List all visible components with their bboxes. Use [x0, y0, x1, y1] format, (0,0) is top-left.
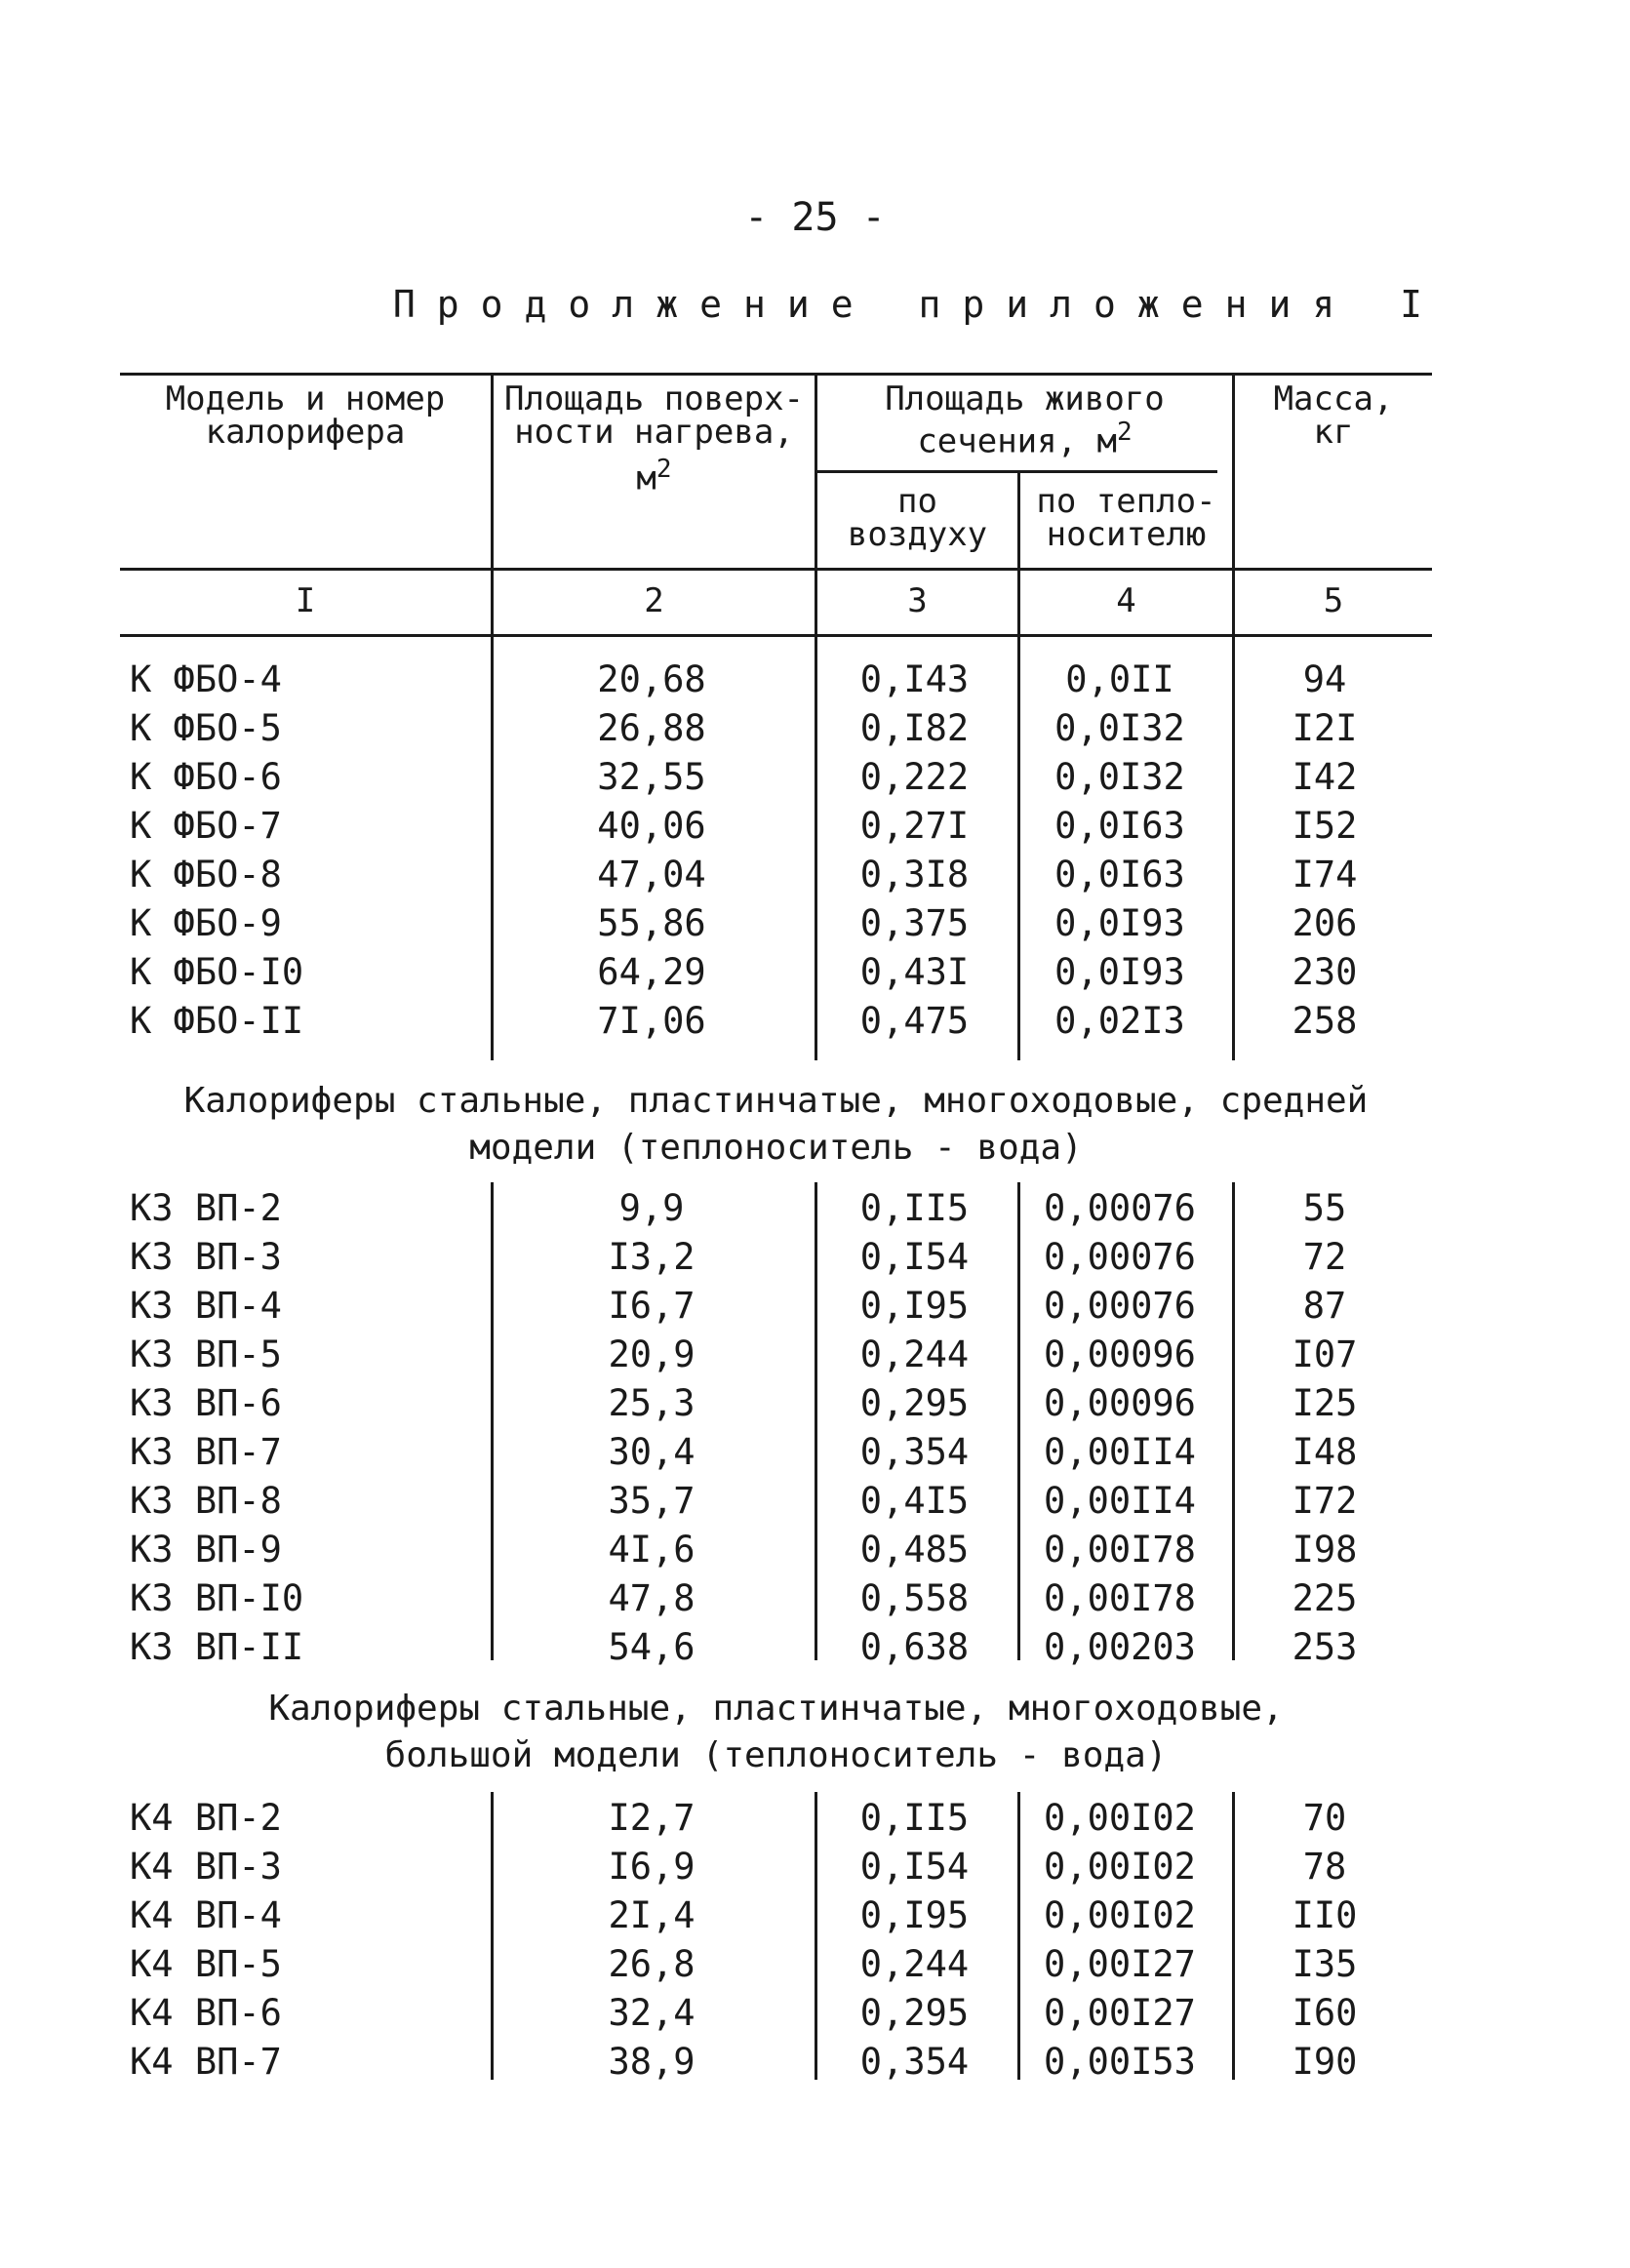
table-row	[120, 1477, 1432, 1526]
table-row	[120, 948, 1432, 997]
cell-coolant: 0,00I78	[1044, 1529, 1196, 1571]
header-section-coolant-line1: по тепло-	[1036, 482, 1216, 521]
cell-surface: 9,9	[618, 1187, 685, 1229]
table-row	[120, 656, 1432, 704]
cell-air: 0,II5	[859, 1187, 970, 1229]
cell-air: 0,244	[859, 1943, 970, 1985]
cell-mass: I42	[1292, 756, 1358, 798]
group2-title-line2: модели (теплоноситель - вода)	[469, 1128, 1083, 1168]
cell-mass: 87	[1302, 1285, 1347, 1327]
column-number-2: 2	[644, 581, 664, 620]
cell-model: К4 ВП-7	[130, 2041, 282, 2083]
column-number-rule	[120, 634, 1432, 637]
cell-model: К ФБО-6	[130, 756, 282, 798]
cell-surface: 64,29	[597, 951, 706, 993]
cell-model: К ФБО-5	[130, 707, 282, 749]
cell-air: 0,638	[859, 1626, 970, 1668]
header-surface-unit-exp: 2	[656, 455, 672, 484]
table-row	[120, 1843, 1432, 1891]
table-row	[120, 1794, 1432, 1843]
cell-coolant: 0,00076	[1044, 1187, 1196, 1229]
table-row	[120, 1891, 1432, 1940]
cell-mass: I98	[1292, 1529, 1358, 1571]
cell-surface: 7I,06	[597, 1000, 706, 1042]
cell-surface: 30,4	[608, 1431, 696, 1473]
table-row	[120, 753, 1432, 802]
header-surface-unit-base: м	[636, 458, 656, 498]
header-section-air-line1: по	[897, 482, 937, 521]
cell-coolant: 0,0I32	[1054, 707, 1185, 749]
cell-model: К3 ВП-8	[130, 1480, 282, 1522]
cell-coolant: 0,00076	[1044, 1236, 1196, 1278]
cell-surface: 47,04	[597, 854, 706, 895]
cell-coolant: 0,00096	[1044, 1382, 1196, 1424]
cell-air: 0,3I8	[859, 854, 970, 895]
cell-coolant: 0,0I93	[1054, 902, 1185, 944]
cell-air: 0,558	[859, 1577, 970, 1619]
header-top-rule	[120, 373, 1432, 376]
cell-model: К4 ВП-3	[130, 1846, 282, 1888]
cell-coolant: 0,0II	[1065, 658, 1174, 700]
cell-air: 0,222	[859, 756, 970, 798]
cell-model: К4 ВП-5	[130, 1943, 282, 1985]
cell-coolant: 0,00I78	[1044, 1577, 1196, 1619]
header-surface	[494, 379, 815, 498]
cell-mass: 230	[1292, 951, 1358, 993]
cell-model: К3 ВП-II	[130, 1626, 304, 1668]
cell-coolant: 0,00I02	[1044, 1797, 1196, 1839]
cell-mass: 225	[1292, 1577, 1358, 1619]
table-row	[120, 1989, 1432, 2038]
cell-model: К3 ВП-7	[130, 1431, 282, 1473]
header-section	[817, 379, 1232, 461]
cell-air: 0,244	[859, 1333, 970, 1375]
table-row	[120, 1331, 1432, 1379]
header-mass-line1: Масса,	[1273, 379, 1394, 418]
cell-surface: 32,4	[608, 1992, 696, 2034]
cell-coolant: 0,0I63	[1054, 854, 1185, 895]
heater-table	[120, 373, 1432, 2109]
cell-air: 0,375	[859, 902, 970, 944]
cell-model: К ФБО-4	[130, 658, 282, 700]
cell-mass: 206	[1292, 902, 1358, 944]
header-bottom-rule	[120, 568, 1432, 571]
cell-mass: 94	[1302, 658, 1347, 700]
cell-model: К ФБО-I0	[130, 951, 304, 993]
table-row	[120, 2038, 1432, 2087]
table-row	[120, 1282, 1432, 1331]
cell-mass: I52	[1292, 805, 1358, 847]
cell-surface: I6,9	[608, 1846, 696, 1888]
cell-mass: 253	[1292, 1626, 1358, 1668]
cell-mass: 70	[1302, 1797, 1347, 1839]
cell-model: К3 ВП-6	[130, 1382, 282, 1424]
cell-surface: 47,8	[608, 1577, 696, 1619]
cell-coolant: 0,00I27	[1044, 1943, 1196, 1985]
cell-air: 0,475	[859, 1000, 970, 1042]
table-row	[120, 1574, 1432, 1623]
cell-mass: I2I	[1292, 707, 1358, 749]
cell-air: 0,27I	[859, 805, 970, 847]
cell-surface: 20,68	[597, 658, 706, 700]
table-row	[120, 851, 1432, 899]
cell-air: 0,354	[859, 1431, 970, 1473]
header-section-coolant	[1020, 482, 1232, 554]
cell-surface: 2I,4	[608, 1894, 696, 1936]
cell-model: К4 ВП-2	[130, 1797, 282, 1839]
cell-coolant: 0,0I63	[1054, 805, 1185, 847]
cell-model: К ФБО-II	[130, 1000, 304, 1042]
header-section-line2	[817, 416, 1232, 461]
cell-mass: I07	[1292, 1333, 1358, 1375]
cell-surface: I2,7	[608, 1797, 696, 1839]
table-row	[120, 1526, 1432, 1574]
cell-mass: I60	[1292, 1992, 1358, 2034]
group3-title-line1: Калориферы стальные, пластинчатые, многоходовые,	[268, 1689, 1284, 1729]
table-row	[120, 1184, 1432, 1233]
header-section-unit-base: сечения, м	[917, 421, 1118, 461]
header-mass-line2: кг	[1313, 413, 1354, 452]
cell-model: К4 ВП-4	[130, 1894, 282, 1936]
cell-surface: 25,3	[608, 1382, 696, 1424]
cell-air: 0,354	[859, 2041, 970, 2083]
cell-mass: 55	[1302, 1187, 1347, 1229]
cell-surface: 40,06	[597, 805, 706, 847]
header-section-air	[817, 482, 1017, 554]
header-section-air-line2: воздуху	[847, 515, 988, 554]
header-section-unit-exp: 2	[1117, 418, 1133, 447]
page-number: - 25 -	[744, 195, 886, 240]
cell-air: 0,43I	[859, 951, 970, 993]
header-surface-line2: ности нагрева,	[514, 413, 794, 452]
cell-mass: I35	[1292, 1943, 1358, 1985]
cell-model: К3 ВП-5	[130, 1333, 282, 1375]
table-row	[120, 802, 1432, 851]
cell-air: 0,I54	[859, 1846, 970, 1888]
cell-coolant: 0,00I02	[1044, 1846, 1196, 1888]
table-row	[120, 1428, 1432, 1477]
cell-coolant: 0,0I32	[1054, 756, 1185, 798]
cell-mass: I74	[1292, 854, 1358, 895]
cell-model: К4 ВП-6	[130, 1992, 282, 2034]
cell-air: 0,I82	[859, 707, 970, 749]
cell-coolant: 0,00096	[1044, 1333, 1196, 1375]
cell-surface: 55,86	[597, 902, 706, 944]
cell-coolant: 0,00076	[1044, 1285, 1196, 1327]
cell-air: 0,I43	[859, 658, 970, 700]
cell-model: К ФБО-9	[130, 902, 282, 944]
cell-model: К3 ВП-2	[130, 1187, 282, 1229]
cell-surface: 20,9	[608, 1333, 696, 1375]
cell-surface: 26,88	[597, 707, 706, 749]
column-number-1: I	[295, 581, 316, 620]
cell-surface: I3,2	[608, 1236, 696, 1278]
group2-title-line1: Калориферы стальные, пластинчатые, многоходовые, средней	[183, 1081, 1369, 1121]
cell-coolant: 0,00203	[1044, 1626, 1196, 1668]
cell-surface: 54,6	[608, 1626, 696, 1668]
cell-air: 0,II5	[859, 1797, 970, 1839]
cell-model: К3 ВП-4	[130, 1285, 282, 1327]
header-model-line2: калорифера	[205, 413, 406, 452]
cell-coolant: 0,00I02	[1044, 1894, 1196, 1936]
table-row	[120, 899, 1432, 948]
cell-model: К3 ВП-I0	[130, 1577, 304, 1619]
cell-surface: 38,9	[608, 2041, 696, 2083]
column-number-5: 5	[1323, 581, 1344, 620]
cell-air: 0,295	[859, 1992, 970, 2034]
cell-coolant: 0,00II4	[1044, 1431, 1196, 1473]
header-section-line1: Площадь живого	[885, 379, 1165, 418]
group3-title-line2: большой модели (теплоноситель - вода)	[384, 1735, 1168, 1775]
cell-coolant: 0,00I53	[1044, 2041, 1196, 2083]
header-surface-unit	[494, 453, 815, 498]
table-row	[120, 704, 1432, 753]
header-surface-line1: Площадь поверх-	[503, 379, 805, 418]
cell-surface: 4I,6	[608, 1529, 696, 1571]
cell-air: 0,I95	[859, 1285, 970, 1327]
header-mass	[1235, 379, 1432, 452]
cell-model: К3 ВП-3	[130, 1236, 282, 1278]
cell-surface: 26,8	[608, 1943, 696, 1985]
cell-model: К3 ВП-9	[130, 1529, 282, 1571]
column-number-4: 4	[1116, 581, 1136, 620]
cell-air: 0,4I5	[859, 1480, 970, 1522]
cell-coolant: 0,00I27	[1044, 1992, 1196, 2034]
cell-mass: 72	[1302, 1236, 1347, 1278]
cell-mass: I72	[1292, 1480, 1358, 1522]
header-section-coolant-line2: носителю	[1046, 515, 1207, 554]
cell-surface: 35,7	[608, 1480, 696, 1522]
cell-air: 0,485	[859, 1529, 970, 1571]
table-row	[120, 1379, 1432, 1428]
header-model	[120, 379, 491, 452]
column-number-3: 3	[907, 581, 928, 620]
cell-mass: I25	[1292, 1382, 1358, 1424]
cell-air: 0,295	[859, 1382, 970, 1424]
cell-mass: I48	[1292, 1431, 1358, 1473]
header-model-line1: Модель и номер	[165, 379, 446, 418]
cell-coolant: 0,00II4	[1044, 1480, 1196, 1522]
cell-mass: 78	[1302, 1846, 1347, 1888]
cell-mass: I90	[1292, 2041, 1358, 2083]
table-row	[120, 997, 1432, 1046]
header-sub-rule	[815, 470, 1217, 473]
table-row	[120, 1940, 1432, 1989]
cell-coolant: 0,0I93	[1054, 951, 1185, 993]
cell-coolant: 0,02I3	[1054, 1000, 1185, 1042]
table-row	[120, 1233, 1432, 1282]
cell-model: К ФБО-7	[130, 805, 282, 847]
cell-mass: II0	[1292, 1894, 1358, 1936]
continuation-title: Продолжение приложения I	[392, 283, 1444, 326]
cell-model: К ФБО-8	[130, 854, 282, 895]
cell-surface: 32,55	[597, 756, 706, 798]
cell-air: 0,I95	[859, 1894, 970, 1936]
table-row	[120, 1623, 1432, 1672]
cell-surface: I6,7	[608, 1285, 696, 1327]
cell-air: 0,I54	[859, 1236, 970, 1278]
cell-mass: 258	[1292, 1000, 1358, 1042]
